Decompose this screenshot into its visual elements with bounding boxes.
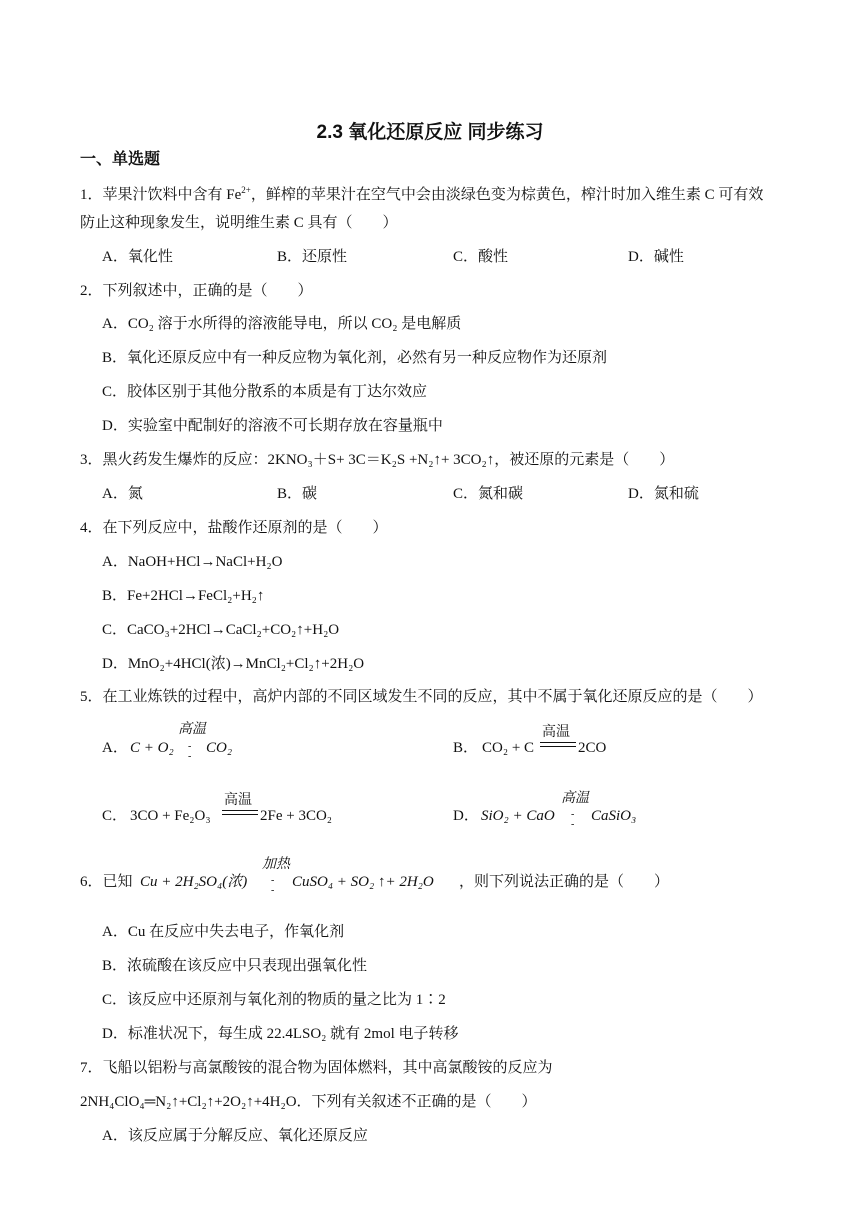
q5-c-condition: 高温 (224, 793, 252, 808)
question-7-line-2: 2NH₄ClO₄═N₂↑+Cl₂↑+2O₂↑+4H₂O．下列有关叙述不正确的是（ ） (80, 1094, 537, 1110)
q5-c-label: C． (102, 808, 128, 824)
q6-option-a[interactable]: A．Cu 在反应中失去电子，作氧化剂 (102, 924, 345, 940)
q6-option-b[interactable]: B．浓硫酸在该反应中只表现出强氧化性 (102, 958, 368, 974)
q5-b-products: 2CO (578, 740, 607, 756)
q2-option-d[interactable]: D．实验室中配制好的溶液不可长期存放在容量瓶中 (102, 418, 443, 434)
q1-option-c[interactable]: C．酸性 (453, 249, 509, 265)
q3-option-a[interactable]: A．氮 (102, 486, 143, 502)
section-heading: 一、单选题 (80, 151, 161, 168)
q2-option-b[interactable]: B．氧化还原反应中有一种反应物为氧化剂，必然有另一种反应物作为还原剂 (102, 350, 608, 366)
q6-option-c[interactable]: C．该反应中还原剂与氧化剂的物质的量之比为 1∶2 (102, 992, 446, 1008)
q4-option-d[interactable]: D．MnO₂+4HCl(浓)→MnCl₂+Cl₂↑+2H₂O (102, 656, 365, 672)
q6-products: CuSO₄ + SO₂ ↑+ 2H₂O (292, 874, 434, 890)
q4-option-c[interactable]: C．CaCO₃+2HCl→CaCl₂+CO₂↑+H₂O (102, 622, 340, 638)
q5-a-condition: 高温 (178, 722, 206, 737)
q5-d-arrow-mark: - (571, 819, 575, 830)
q6-arrow-mark: - (271, 885, 275, 896)
q1-text-b: ，鲜榨的苹果汁在空气中会由淡绿色变为棕黄色，榨汁时加入维生素 C 可有效 (250, 187, 764, 203)
q2-option-c[interactable]: C．胶体区别于其他分散系的本质是有丁达尔效应 (102, 384, 428, 400)
q5-d-label: D． (453, 808, 479, 824)
q5-b-condition: 高温 (542, 725, 570, 740)
question-1-line-1 (80, 180, 763, 205)
q5-c-reactants: 3CO + Fe₂O₃ (130, 808, 211, 824)
question-1-line-2: 防止这种现象发生，说明维生素 C 具有（ ） (80, 215, 398, 231)
q5-a-arrow-mark: - (188, 741, 192, 752)
q5-a-reactants: C + O₂ (130, 740, 174, 756)
q5-b-label: B． (453, 740, 479, 756)
q5-d-reactants: SiO₂ + CaO (481, 808, 555, 824)
q5-c-equal-sign (222, 810, 258, 815)
q5-d-condition: 高温 (561, 791, 589, 806)
q3-option-c[interactable]: C．氮和碳 (453, 486, 524, 502)
q5-c-products: 2Fe + 3CO₂ (260, 808, 333, 824)
q6-suffix: ，则下列说法正确的是（ ） (459, 874, 670, 890)
q5-a-products: CO₂ (206, 740, 233, 756)
q5-a-arrow-mark: - (188, 751, 192, 762)
q3-option-d[interactable]: D．氮和硫 (628, 486, 699, 502)
q6-reactants: Cu + 2H₂SO₄(浓) (140, 874, 248, 890)
question-7-line-1: 7．飞船以铝粉与高氯酸铵的混合物为固体燃料，其中高氯酸铵的反应为 (80, 1060, 553, 1076)
q6-prefix: 6．已知 (80, 874, 133, 890)
q1-option-b[interactable]: B．还原性 (277, 249, 348, 265)
q5-b-equal-sign (540, 742, 576, 747)
question-5-stem: 5．在工业炼铁的过程中，高炉内部的不同区域发生不同的反应，其中不属于氧化还原反应的是（ ） (80, 689, 763, 705)
question-3-stem: 3．黑火药发生爆炸的反应：2KNO₃＋S+ 3C＝K₂S +N₂↑+ 3CO₂↑，被还原的元素是（ ） (80, 452, 675, 468)
question-4-stem: 4．在下列反应中，盐酸作还原剂的是（ ） (80, 520, 388, 536)
q4-option-b[interactable]: B．Fe+2HCl→FeCl₂+H₂↑ (102, 588, 265, 604)
q1-text-a: 1．苹果汁饮料中含有 Fe (80, 187, 242, 203)
question-2-stem: 2．下列叙述中，正确的是（ ） (80, 283, 313, 299)
q4-option-a[interactable]: A．NaOH+HCl→NaCl+H₂O (102, 554, 283, 570)
q2-option-a[interactable]: A．CO₂ 溶于水所得的溶液能导电，所以 CO₂ 是电解质 (102, 316, 462, 332)
q1-superscript: 2+ (241, 185, 251, 195)
q7-option-a[interactable]: A．该反应属于分解反应、氧化还原反应 (102, 1128, 368, 1144)
q1-option-d[interactable]: D．碱性 (628, 249, 684, 265)
q6-condition: 加热 (262, 857, 290, 872)
page-title: 2.3 氧化还原反应 同步练习 (316, 122, 544, 143)
q5-d-products: CaSiO₃ (591, 808, 637, 824)
q5-a-label: A． (102, 740, 128, 756)
q6-option-d[interactable]: D．标准状况下，每生成 22.4LSO₂ 就有 2mol 电子转移 (102, 1026, 459, 1042)
q5-b-reactants: CO₂ + C (482, 740, 535, 756)
q3-option-b[interactable]: B．碳 (277, 486, 318, 502)
q5-d-arrow-mark: - (571, 809, 575, 820)
q6-arrow-mark: - (271, 875, 275, 886)
q1-option-a[interactable]: A．氧化性 (102, 249, 173, 265)
